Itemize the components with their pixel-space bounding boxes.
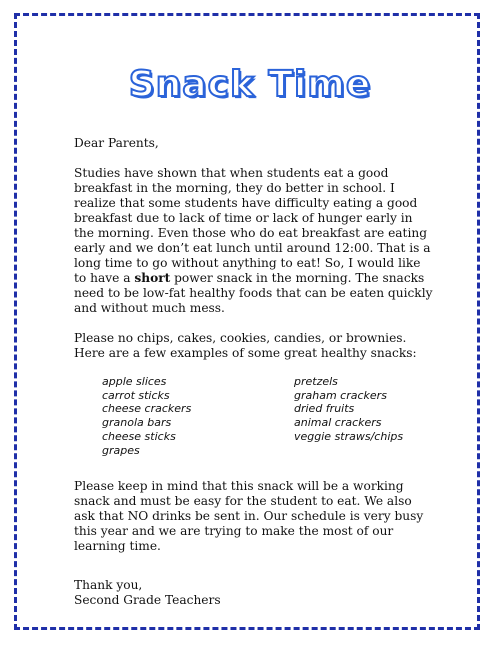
- emphasis-short: short: [134, 271, 171, 285]
- list-item: grapes: [102, 443, 140, 457]
- list-item: cheese sticks: [102, 429, 176, 443]
- paragraph-breakfast-text: Studies have shown that when students eat a good breakfast in the morning, they do better in school. I realize that some students have difficulty eating a good breakfast due to lack of time or lack of hunger early in the morning. Even those who do eat breakfast are eating early and we don’t eat lunch until around 12:00. That is a long time to go without anything to eat! So, I would like to have a: [74, 166, 431, 285]
- signature: Second Grade Teachers: [74, 593, 221, 608]
- snack-list-left-column: [102, 375, 294, 457]
- paragraph-breakfast: [74, 166, 434, 316]
- paragraph-no-junk-food: Please no chips, cakes, cookies, candies, or brownies. Here are a few examples of some great healthy snacks:: [74, 331, 417, 360]
- paragraph-working-snack: Please keep in mind that this snack will be a working snack and must be easy for the student to eat. We also ask that NO drinks be sent in. Our schedule is very busy this year and we are trying to make the most of our learning time.: [74, 479, 424, 554]
- letter-body: [74, 136, 434, 608]
- list-item: pretzels: [294, 375, 338, 388]
- snack-list: [102, 375, 434, 457]
- closing: Thank you,: [74, 578, 143, 593]
- list-item: carrot sticks: [102, 388, 170, 402]
- list-item: veggie straws/chips: [294, 429, 404, 443]
- list-item: dried fruits: [294, 402, 355, 416]
- snack-list-right-column: [294, 375, 403, 457]
- list-item: graham crackers: [294, 388, 387, 402]
- list-item: granola bars: [102, 416, 172, 430]
- list-item: apple slices: [102, 375, 167, 388]
- page-title: Snack Time: [128, 64, 372, 105]
- list-item: cheese crackers: [102, 402, 192, 416]
- list-item: animal crackers: [294, 416, 382, 430]
- greeting: Dear Parents,: [74, 136, 159, 150]
- paragraph-breakfast-text-end: power snack in the morning. The snacks need to be low-fat healthy foods that can be eaten quickly and without much mess.: [74, 271, 433, 315]
